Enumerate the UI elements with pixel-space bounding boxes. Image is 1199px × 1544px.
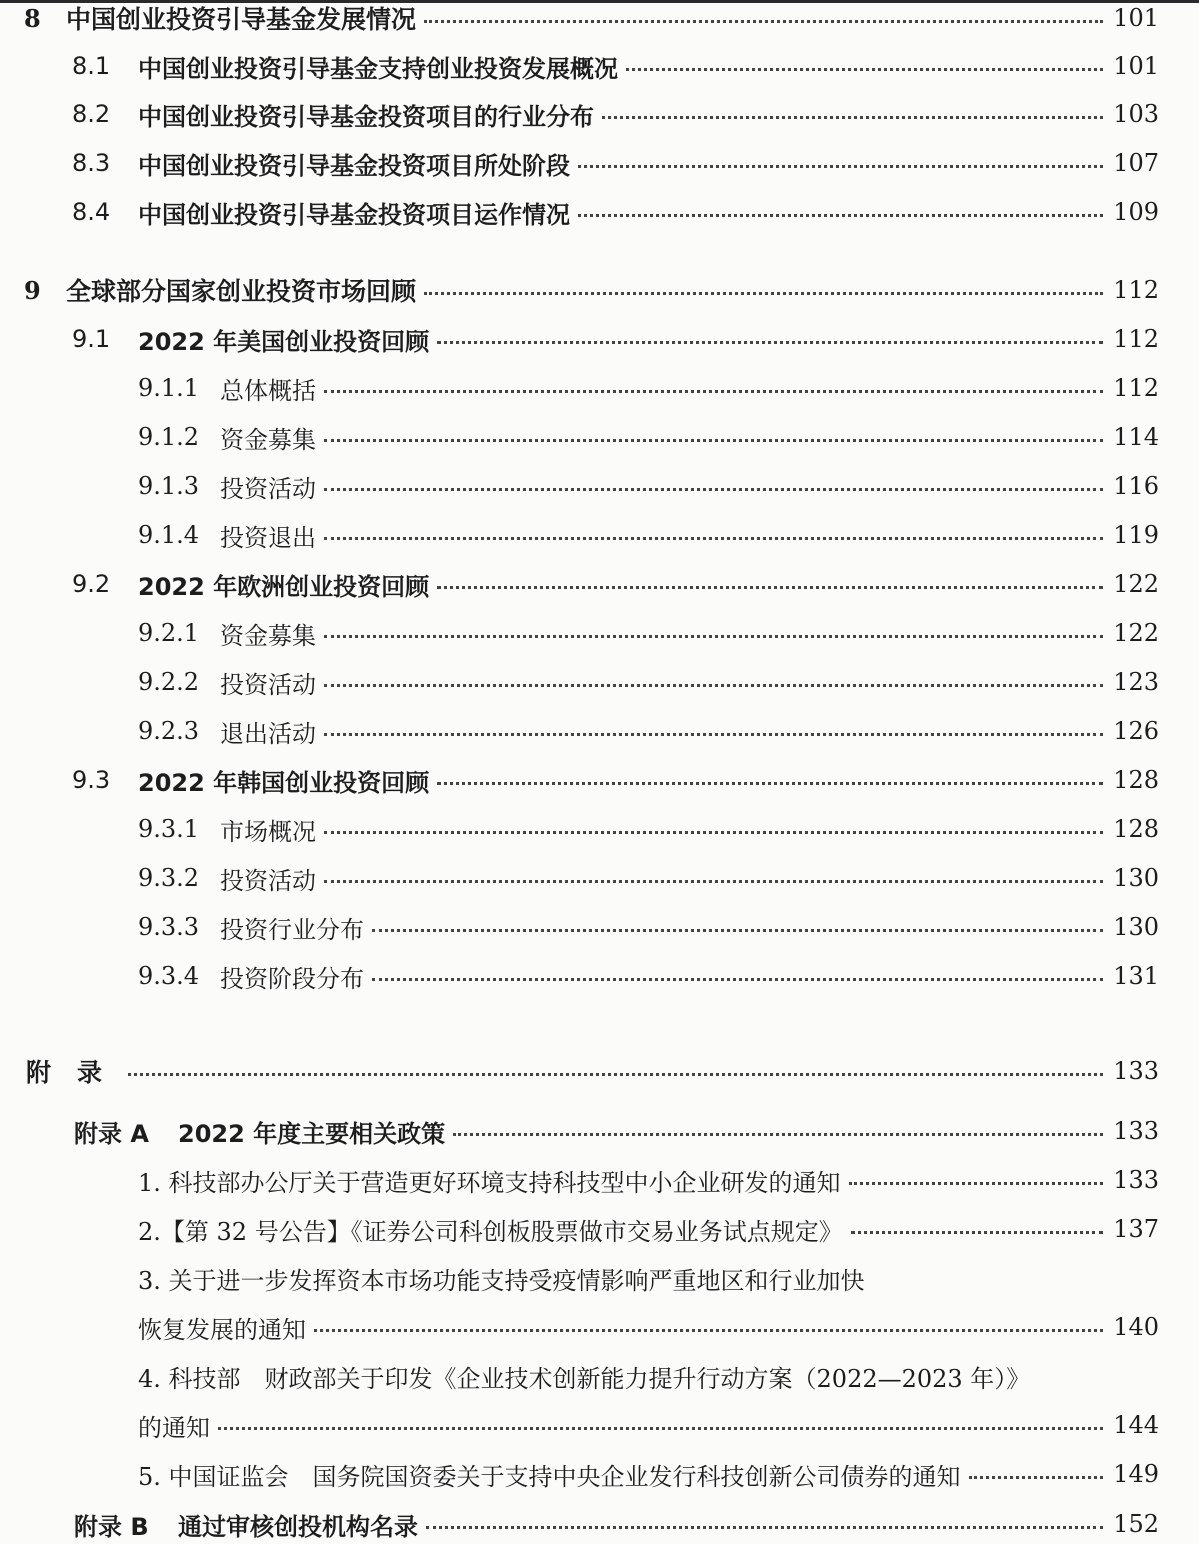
entry-page: 123 [1113, 668, 1159, 696]
entry-page: 149 [1113, 1460, 1159, 1488]
entry-title: 5. 中国证监会 国务院国资委关于支持中央企业发行科技创新公司债券的通知 [138, 1462, 961, 1491]
entry-title: 2022 年美国创业投资回顾 [138, 327, 430, 356]
entry-title: 2022 年韩国创业投资回顾 [138, 768, 430, 797]
entry-title: 1. 科技部办公厅关于营造更好环境支持科技型中小企业研发的通知 [138, 1168, 841, 1197]
dot-leader [324, 439, 1103, 442]
entry-title: 中国创业投资引导基金支持创业投资发展概况 [138, 54, 618, 83]
entry-title: 2022 年欧洲创业投资回顾 [138, 572, 430, 601]
toc-entry-section[interactable] [72, 143, 1159, 183]
entry-page: 119 [1113, 521, 1159, 549]
entry-page: 122 [1113, 570, 1159, 598]
toc-entry-appendix-a[interactable] [74, 1111, 1159, 1151]
dot-leader [324, 684, 1103, 687]
entry-page: 133 [1113, 1057, 1159, 1085]
entry-page: 130 [1113, 913, 1159, 941]
entry-title: 2022 年度主要相关政策 [178, 1119, 446, 1148]
entry-number: 9.3.2 [138, 864, 200, 892]
entry-title: 投资退出 [220, 523, 316, 552]
toc-entry-appendix-item-continued[interactable] [138, 1405, 1159, 1445]
dot-leader [314, 1329, 1103, 1332]
toc-entry-appendix-item[interactable] [138, 1160, 1159, 1200]
dot-leader [324, 488, 1103, 491]
entry-title: 通过审核创投机构名录 [178, 1512, 418, 1541]
entry-title: 总体概括 [220, 376, 316, 405]
entry-title: 投资活动 [220, 866, 316, 895]
dot-leader [324, 831, 1103, 834]
entry-page: 128 [1113, 766, 1159, 794]
dot-leader [324, 880, 1103, 883]
entry-title: 2.【第 32 号公告】《证券公司科创板股票做市交易业务试点规定》 [138, 1217, 843, 1246]
toc-entry-appendix-item[interactable] [138, 1356, 1159, 1396]
entry-number: 8.1 [72, 52, 111, 80]
entry-title: 投资行业分布 [220, 915, 364, 944]
toc-entry-appendix-item[interactable] [138, 1209, 1159, 1249]
toc-entry-subsection[interactable] [138, 956, 1159, 996]
toc-entry-section[interactable] [72, 564, 1159, 604]
dot-leader [218, 1427, 1103, 1430]
entry-title: 资金募集 [220, 425, 316, 454]
toc-entry-section[interactable] [72, 46, 1159, 86]
dot-leader [969, 1476, 1104, 1479]
dot-leader [578, 214, 1103, 217]
entry-page: 101 [1113, 52, 1159, 80]
entry-page: 133 [1113, 1166, 1159, 1194]
entry-title: 中国创业投资引导基金投资项目的行业分布 [138, 102, 594, 131]
dot-leader [324, 537, 1103, 540]
dot-leader [372, 929, 1103, 932]
entry-number: 8 [24, 3, 41, 33]
entry-number: 9.1.3 [138, 472, 200, 500]
entry-number: 9.3 [72, 766, 111, 794]
toc-entry-subsection[interactable] [138, 515, 1159, 555]
entry-number: 9.2.2 [138, 668, 200, 696]
entry-title: 投资活动 [220, 670, 316, 699]
entry-number: 9.2 [72, 570, 111, 598]
entry-number: 8.3 [72, 149, 111, 177]
dot-leader [372, 978, 1103, 981]
dot-leader [128, 1073, 1103, 1076]
entry-page: 114 [1113, 423, 1159, 451]
toc-entry-subsection[interactable] [138, 613, 1159, 653]
entry-page: 140 [1113, 1313, 1159, 1341]
entry-title: 附录 [26, 1058, 129, 1087]
entry-title: 中国创业投资引导基金投资项目运作情况 [138, 200, 570, 229]
dot-leader [851, 1231, 1103, 1234]
toc-entry-subsection[interactable] [138, 907, 1159, 947]
entry-number: 9.1.2 [138, 423, 200, 451]
toc-entry-appendix-item[interactable] [138, 1258, 1159, 1298]
dot-leader [602, 116, 1103, 119]
entry-title: 退出活动 [220, 719, 316, 748]
entry-number: 9 [24, 275, 41, 305]
dot-leader [324, 635, 1103, 638]
entry-page: 130 [1113, 864, 1159, 892]
dot-leader [578, 165, 1103, 168]
entry-title: 中国创业投资引导基金发展情况 [66, 5, 417, 34]
entry-page: 107 [1113, 149, 1159, 177]
entry-number: 附录 B [74, 1512, 149, 1541]
entry-page: 112 [1113, 325, 1159, 353]
entry-number: 9.1 [72, 325, 111, 353]
entry-title: 恢复发展的通知 [138, 1315, 306, 1344]
entry-number: 9.3.3 [138, 913, 200, 941]
entry-page: 126 [1113, 717, 1159, 745]
entry-title: 中国创业投资引导基金投资项目所处阶段 [138, 151, 570, 180]
entry-title: 投资活动 [220, 474, 316, 503]
entry-page: 112 [1113, 374, 1159, 402]
entry-title: 的通知 [138, 1413, 210, 1442]
dot-leader [424, 20, 1103, 23]
dot-leader [437, 586, 1103, 589]
toc-entry-section[interactable] [72, 94, 1159, 134]
entry-page: 112 [1113, 276, 1159, 304]
entry-page: 144 [1113, 1411, 1159, 1439]
entry-title: 资金募集 [220, 621, 316, 650]
dot-leader [424, 292, 1103, 295]
entry-page: 128 [1113, 815, 1159, 843]
toc-entry-appendix-item-continued[interactable] [138, 1307, 1159, 1347]
toc-entry-appendix-item[interactable] [138, 1454, 1159, 1494]
entry-page: 109 [1113, 198, 1159, 226]
entry-number: 9.1.4 [138, 521, 200, 549]
entry-title: 市场概况 [220, 817, 316, 846]
toc-entry-section[interactable] [72, 760, 1159, 800]
dot-leader [324, 390, 1103, 393]
entry-number: 8.4 [72, 198, 111, 226]
entry-page: 152 [1113, 1510, 1159, 1538]
entry-page: 101 [1113, 4, 1159, 32]
entry-title: 投资阶段分布 [220, 964, 364, 993]
toc-entry-chapter[interactable] [24, 270, 1159, 310]
entry-page: 116 [1113, 472, 1159, 500]
toc-entry-section[interactable] [72, 319, 1159, 359]
toc-entry-section[interactable] [72, 192, 1159, 232]
toc-entry-subsection[interactable] [138, 417, 1159, 457]
entry-page: 122 [1113, 619, 1159, 647]
dot-leader [437, 782, 1103, 785]
dot-leader [437, 341, 1103, 344]
toc-entry-appendix-heading[interactable] [26, 1051, 1159, 1091]
dot-leader [324, 733, 1103, 736]
toc-entry-chapter[interactable] [24, 0, 1159, 38]
entry-number: 9.2.1 [138, 619, 200, 647]
entry-title: 全球部分国家创业投资市场回顾 [66, 277, 417, 306]
entry-number: 9.3.1 [138, 815, 200, 843]
toc-entry-subsection[interactable] [138, 368, 1159, 408]
entry-number: 9.2.3 [138, 717, 200, 745]
entry-number: 9.1.1 [138, 374, 200, 402]
dot-leader [453, 1133, 1103, 1136]
dot-leader [626, 68, 1103, 71]
entry-number: 附录 A [74, 1119, 149, 1148]
entry-page: 103 [1113, 100, 1159, 128]
toc-entry-subsection[interactable] [138, 662, 1159, 702]
entry-number: 9.3.4 [138, 962, 200, 990]
entry-title: 4. 科技部 财政部关于印发《企业技术创新能力提升行动方案（2022—2023 年）》 [138, 1364, 1031, 1393]
entry-title: 3. 关于进一步发挥资本市场功能支持受疫情影响严重地区和行业加快 [138, 1266, 865, 1295]
toc-entry-subsection[interactable] [138, 809, 1159, 849]
entry-page: 131 [1113, 962, 1159, 990]
entry-number: 8.2 [72, 100, 111, 128]
entry-page: 133 [1113, 1117, 1159, 1145]
dot-leader [849, 1182, 1104, 1185]
toc-entry-subsection[interactable] [138, 466, 1159, 506]
toc-entry-appendix-b[interactable] [74, 1504, 1159, 1544]
dot-leader [426, 1526, 1103, 1529]
toc-entry-subsection[interactable] [138, 711, 1159, 751]
entry-page: 137 [1113, 1215, 1159, 1243]
toc-entry-subsection[interactable] [138, 858, 1159, 898]
